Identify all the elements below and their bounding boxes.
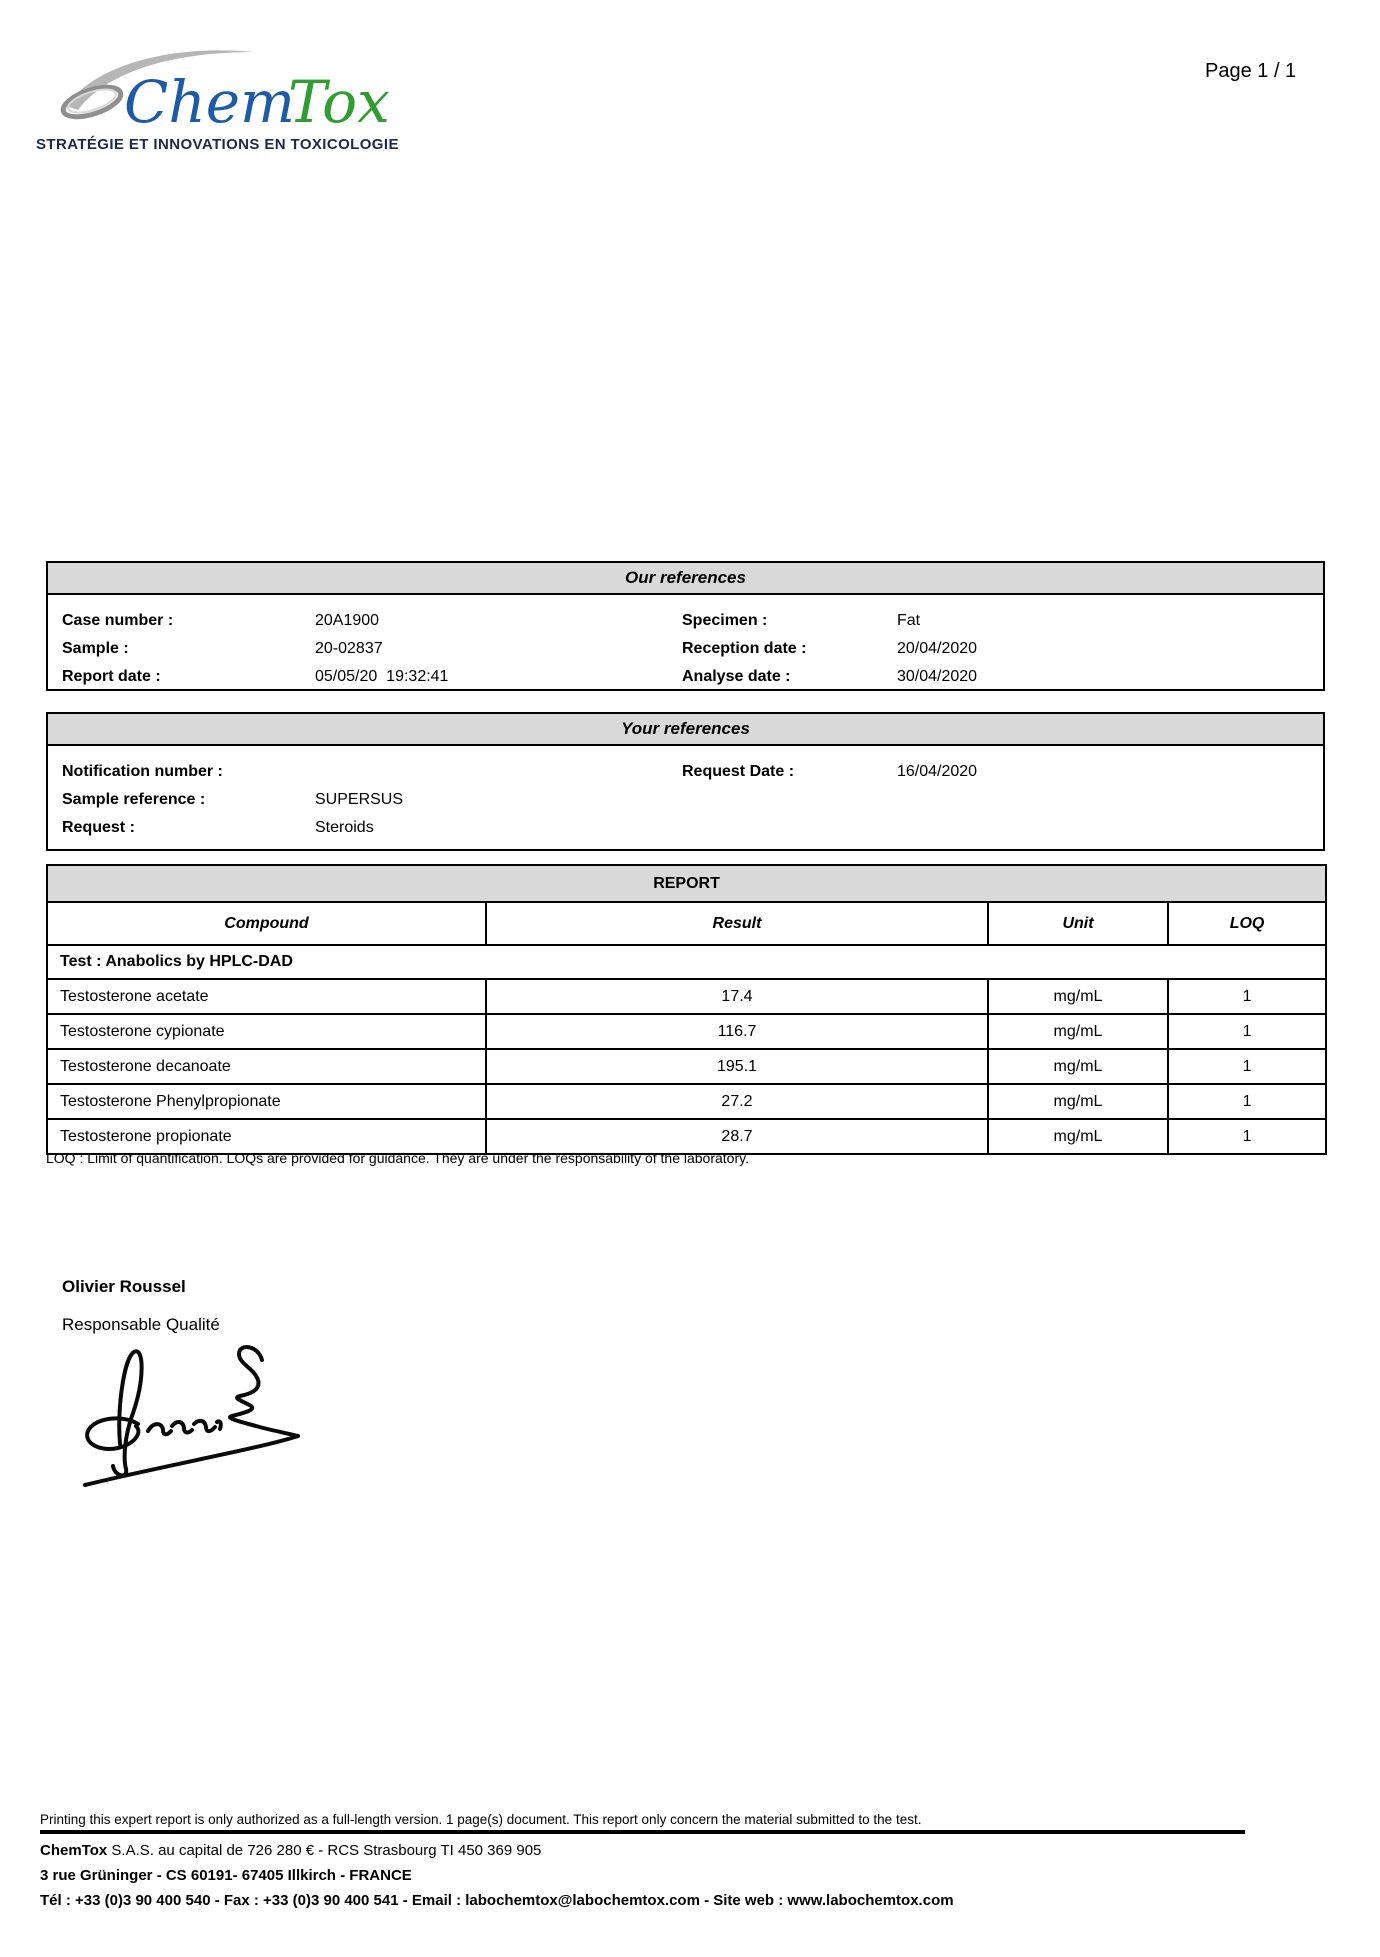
result-cell: 116.7 [486,1014,988,1049]
company-contact: Tél : +33 (0)3 90 400 540 - Fax : +33 (0)3 90 400 541 - Email : labochemtox@labochemtox.com - Site web : www.labochemtox.com [40,1892,954,1909]
logo-tagline: STRATÉGIE ET INNOVATIONS EN TOXICOLOGIE [36,136,399,153]
our-references-title: Our references [48,563,1323,595]
sample-label: Sample : [62,640,129,657]
request-value: Steroids [315,819,374,836]
analyse-date-value: 30/04/2020 [897,668,978,685]
logo-text-tox: Tox [288,68,390,136]
compound-cell: Testosterone propionate [47,1119,486,1154]
notification-number-label: Notification number : [62,763,223,780]
compound-cell: Testosterone acetate [47,979,486,1014]
case-number-value: 20A1900 [315,612,380,629]
report-header-row [47,902,1326,945]
loq-cell: 1 [1168,1084,1326,1119]
column-header-compound: Compound [47,902,486,945]
logo-text-chem: Chem [124,68,296,136]
request-date-label: Request Date : [682,763,795,780]
case-number-label: Case number : [62,612,174,629]
reference-row [62,635,1323,663]
signatory-name: Olivier Roussel [62,1277,186,1296]
result-cell: 27.2 [486,1084,988,1119]
chemtox-logo [36,38,466,168]
loq-cell: 1 [1168,1014,1326,1049]
company-address: 3 rue Grüninger - CS 60191- 67405 Illkirch - FRANCE [40,1867,412,1884]
printing-note: Printing this expert report is only authorized as a full-length version. 1 page(s) document. This report only concern the material submitted to the test. [40,1812,922,1827]
specimen-value: Fat [897,612,921,629]
compound-cell: Testosterone decanoate [47,1049,486,1084]
specimen-label: Specimen : [682,612,768,629]
reference-row [62,663,1323,691]
your-references-box [46,712,1325,851]
loq-cell: 1 [1168,1049,1326,1084]
reference-row [62,758,1323,786]
our-references-box [46,561,1325,691]
analyse-date-label: Analyse date : [682,668,791,685]
compound-cell: Testosterone Phenylpropionate [47,1084,486,1119]
report-title-row [47,865,1326,902]
report-table [46,864,1327,1155]
our-references-body [48,595,1323,703]
reference-row [62,786,1323,814]
unit-cell: mg/mL [988,1014,1168,1049]
result-cell: 195.1 [486,1049,988,1084]
test-group-label: Test : Anabolics by HPLC-DAD [47,945,1326,979]
sample-reference-label: Sample reference : [62,791,206,808]
column-header-result: Result [486,902,988,945]
column-header-loq: LOQ [1168,902,1326,945]
loq-cell: 1 [1168,1119,1326,1154]
page-number: Page 1 / 1 [1205,60,1297,82]
unit-cell: mg/mL [988,1084,1168,1119]
reception-date-label: Reception date : [682,640,807,657]
result-cell: 17.4 [486,979,988,1014]
request-label: Request : [62,819,135,836]
reference-row [62,814,1323,842]
unit-cell: mg/mL [988,1119,1168,1154]
table-row [47,1014,1326,1049]
company-registration-line [40,1842,541,1859]
report-date-value: 05/05/20 19:32:41 [315,668,449,685]
logo-ellipse-ring [60,81,124,122]
signatory-role: Responsable Qualité [62,1315,220,1334]
footer-divider [40,1830,1245,1834]
report-date-label: Report date : [62,668,161,685]
table-row [47,1119,1326,1154]
reference-row [62,607,1323,635]
loq-footnote: LOQ : Limit of quantification. LOQs are provided for guidance. They are under the responsability of the laboratory. [46,1150,749,1166]
result-cell: 28.7 [486,1119,988,1154]
table-row [47,1084,1326,1119]
column-header-unit: Unit [988,902,1168,945]
unit-cell: mg/mL [988,979,1168,1014]
unit-cell: mg/mL [988,1049,1168,1084]
sample-reference-value: SUPERSUS [315,791,404,808]
test-group-row [47,945,1326,979]
table-row [47,979,1326,1014]
table-row [47,1049,1326,1084]
signature-image [70,1338,340,1493]
your-references-body [48,746,1323,854]
report-title: REPORT [47,865,1326,902]
chemtox-logo-graphic [36,38,466,138]
your-references-title: Your references [48,714,1323,746]
request-date-value: 16/04/2020 [897,763,978,780]
sample-value: 20-02837 [315,640,383,657]
company-name: ChemTox [40,1842,108,1859]
company-registration: S.A.S. au capital de 726 280 € - RCS Strasbourg TI 450 369 905 [107,1842,542,1859]
loq-cell: 1 [1168,979,1326,1014]
reception-date-value: 20/04/2020 [897,640,978,657]
compound-cell: Testosterone cypionate [47,1014,486,1049]
